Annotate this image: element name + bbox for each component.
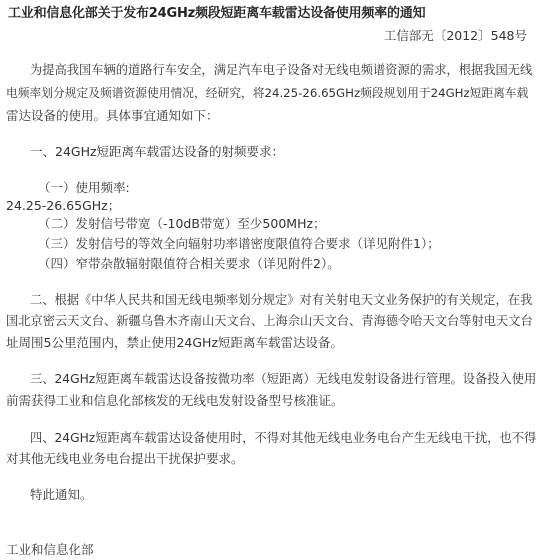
section1-heading: 一、24GHz短距离车载雷达设备的射频要求：: [30, 144, 285, 159]
intro-line-2: 电频率划分规定及频谱资源使用情况，经研究，将24.25-26.65GHz频段规划用于24GHz短距离车载: [6, 86, 529, 100]
closing-text: 特此通知。: [30, 487, 93, 502]
section1-item1-value: 24.25-26.65GHz；: [6, 198, 121, 213]
section2-line-3: 址周围5公里范围内，禁止使用24GHz短距离车载雷达设备。: [6, 335, 344, 350]
section2-line-2: 国北京密云天文台、新疆乌鲁木齐南山天文台、上海佘山天文台、青海德令哈天文台等射电天文台: [6, 314, 533, 328]
section2-line-1: 二、根据《中华人民共和国无线电频率划分规定》对有关射电天文业务保护的有关规定，在我: [30, 293, 533, 307]
document-number: 工信部无〔2012〕548号: [383, 28, 527, 43]
intro-line-3: 雷达设备的使用。具体事宜通知如下：: [6, 108, 219, 123]
signature: 工业和信息化部: [6, 542, 94, 557]
document-title: 工业和信息化部关于发布24GHz频段短距离车载雷达设备使用频率的通知: [8, 6, 426, 21]
section4-line-1: 四、24GHz短距离车载雷达设备使用时，不得对其他无线电业务电台产生无线电干扰，也不得: [30, 431, 537, 445]
intro-line-1: 为提高我国车辆的道路行车安全，满足汽车电子设备对无线电频谱资源的需求，根据我国无线: [30, 63, 533, 77]
section3-line-1: 三、24GHz短距离车载雷达设备按微功率（短距离）无线电发射设备进行管理。设备投入使用: [30, 372, 537, 386]
section3-line-2: 前需获得工业和信息化部核发的无线电发射设备型号核准证。: [6, 393, 344, 408]
section1-item4: （四）窄带杂散辐射限值符合相关要求（详见附件2）。: [38, 256, 340, 271]
section1-item2: （二）发射信号带宽（-10dB带宽）至少500MHz；: [38, 216, 326, 231]
section4-line-2: 对其他无线电业务电台提出干扰保护要求。: [6, 451, 244, 466]
section1-item3: （三）发射信号的等效全向辐射功率谱密度限值符合要求（详见附件1）；: [38, 236, 440, 251]
section1-item1-label: （一）使用频率:: [38, 180, 130, 195]
